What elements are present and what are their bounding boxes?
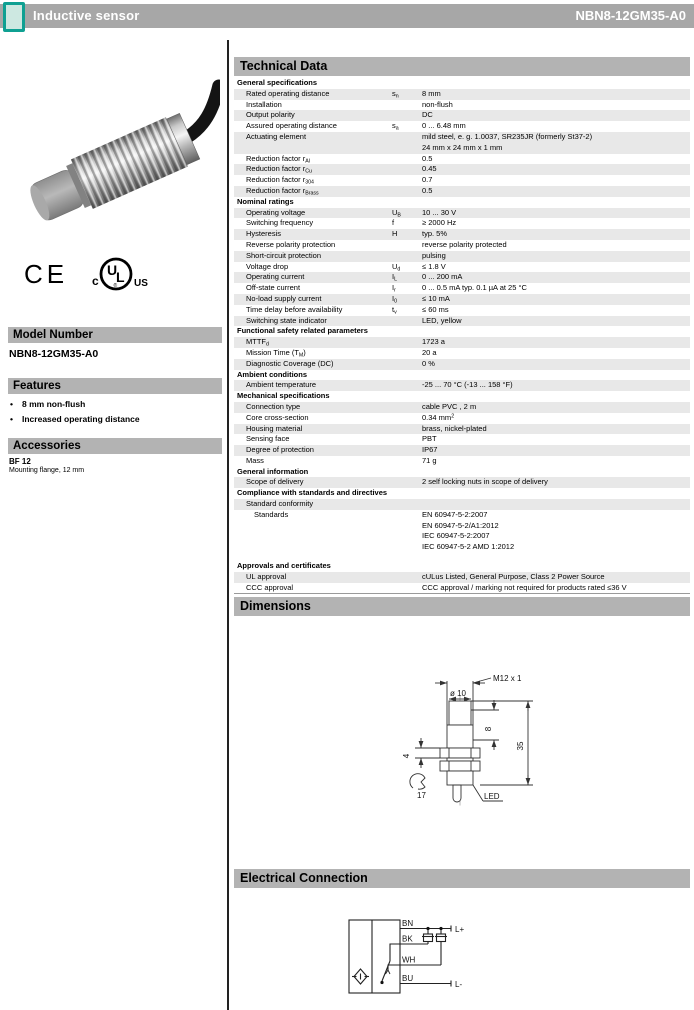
row-symbol [392,251,422,262]
row-label: Operating current [246,272,305,282]
row-value: 8 mm [422,88,441,98]
row-value: non-flush [422,99,453,109]
load-symbols [422,929,447,966]
row-value: -25 ... 70 °C (-13 ... 158 °F) [422,380,513,390]
row-symbol [392,413,422,424]
row-symbol [392,175,422,186]
wire-label-wh: WH [402,955,416,965]
svg-text:US: US [134,278,148,289]
row-value: DC [422,110,433,120]
table-row [234,208,690,219]
row-label: Connection type [246,401,301,411]
table-row [234,251,690,262]
row-value: cable PVC , 2 m [422,401,477,411]
table-row [234,445,690,456]
svg-text:®: ® [113,283,118,289]
accessories-section-header: Accessories [8,438,222,454]
table-row [234,477,690,488]
features-list [10,397,140,427]
wire-label-bn: BN [402,919,414,928]
row-label: Reduction factor $r_{Cu}$ [246,164,312,175]
row-label: Reduction factor $r_{304}$ [246,175,314,186]
table-row [234,499,690,510]
row-symbol [392,402,422,413]
diameter-dim-label: ø 10 [450,689,467,698]
row-label: Standard conformity [246,499,314,509]
row-label: $MTTF_d$ [246,337,269,348]
table-section-title: Approvals and certificates [237,561,331,571]
row-symbol [392,477,422,488]
row-symbol [392,154,422,165]
table-row [234,121,690,132]
row-label: Diagnostic Coverage (DC) [246,358,334,368]
row-label: Off-state current [246,283,301,293]
table-row [234,337,690,348]
column-divider [227,40,229,1010]
row-symbol [392,434,422,445]
technical-data-section-header: Technical Data [234,57,690,76]
row-label: Assured operating distance [246,121,337,131]
table-section-title: Nominal ratings [237,196,294,206]
table-row [234,348,690,359]
table-row [234,272,690,283]
row-label: Switching frequency [246,218,314,228]
wire-label-bk: BK [402,934,413,944]
features-section-header: Features [8,378,222,394]
terminal-label-minus: L- [455,980,463,989]
row-value: ≥ 2000 Hz [422,218,457,228]
table-row [234,510,690,553]
table-section-title: General specifications [237,78,318,87]
svg-text:U: U [107,262,118,278]
row-value: ≤ 60 ms [422,304,449,314]
svg-text:L: L [116,269,125,285]
table-row [234,434,690,445]
row-value: 2 self locking nuts in scope of delivery [422,477,548,487]
table-row [234,175,690,186]
bullet-icon: • [10,399,13,409]
row-value: 10 ... 30 V [422,207,457,217]
sensor-body-outline [349,920,400,993]
table-row [234,305,690,316]
table-row [234,100,690,111]
row-value: 0.7 [422,175,433,185]
row-label: Time delay before availability [246,304,343,314]
table-section-title: Compliance with standards and directives [237,488,388,498]
table-row [234,229,690,240]
table-row [234,89,690,100]
row-value: 1723 a [422,337,445,347]
table-row [234,132,690,154]
length-dim-label: 35 [516,741,525,751]
row-label: Reduction factor $r_{Brass}$ [246,185,319,197]
row-label: Reduction factor $r_{Al}$ [246,153,310,164]
feature-item: • Increased operating distance [10,412,140,427]
row-symbol: $U_B$ [392,207,401,218]
row-symbol [392,100,422,111]
row-value: ≤ 1.8 V [422,261,446,271]
row-symbol [392,110,422,121]
accessory-description: Mounting flange, 12 mm [9,467,85,474]
row-value: 0.5 [422,153,433,163]
table-row [234,110,690,121]
header-bar [0,4,694,28]
table-section-title: Ambient conditions [237,369,307,379]
row-label: Hysteresis [246,229,282,239]
row-label: Actuating element [246,131,307,141]
proximity-sensor-symbol [352,969,369,984]
row-symbol [392,499,422,510]
row-symbol: $I_L$ [392,272,398,283]
svg-text:CE: CE [24,259,69,289]
row-value: reverse polarity protected [422,239,507,249]
table-row [234,154,690,165]
accessory-name: BF 12 [9,457,31,466]
row-value: 0 % [422,358,435,368]
row-symbol [392,240,422,251]
row-label: No-load supply current [246,293,322,303]
row-value: 71 g [422,455,437,465]
dimensions-section-header: Dimensions [234,597,690,616]
model-number-section-header: Model Number [8,327,222,343]
row-symbol [392,164,422,175]
row-label: Housing material [246,423,303,433]
table-row [234,583,690,594]
row-label: Short-circuit protection [246,250,322,260]
row-value: brass, nickel-plated [422,423,487,433]
row-label: Switching state indicator [246,315,327,325]
row-symbol [392,186,422,197]
row-label: Degree of protection [246,445,314,455]
table-row [234,413,690,424]
row-label: Scope of delivery [246,477,304,487]
row-label: UL approval [246,571,287,581]
head-dim-label: 8 [484,726,493,732]
row-symbol [392,359,422,370]
row-value: typ. 5% [422,229,448,239]
row-symbol [392,445,422,456]
row-symbol [392,583,422,594]
row-symbol [392,572,422,583]
row-value: cULus Listed, General Purpose, Class 2 Power Source [422,571,605,581]
row-symbol [392,380,422,391]
row-label: Voltage drop [246,261,289,271]
row-value: IP67 [422,445,438,455]
row-symbol: $s_n$ [392,88,399,100]
row-value: pulsing [422,250,446,260]
row-value: EN 60947-5-2:2007 EN 60947-5-2/A1:2012 IEC 60947-5-2:2007 IEC 60947-5-2 AMD 1:2012 [422,509,515,552]
row-label: Reverse polarity protection [246,239,336,249]
table-row [234,294,690,305]
row-value: PBT [422,434,437,444]
table-row [234,218,690,229]
row-label: Rated operating distance [246,88,330,98]
row-symbol [392,316,422,327]
row-value: 0 ... 200 mA [422,272,463,282]
table-row [234,186,690,197]
wrench-icon [410,774,427,800]
row-label: Standards [254,509,289,519]
table-row [234,402,690,413]
row-symbol: $I_0$ [392,293,398,305]
row-symbol: $U_d$ [392,261,401,272]
feature-item: • 8 mm non-flush [10,397,140,412]
row-label: CCC approval [246,582,294,592]
table-row [234,164,690,175]
row-value: ≤ 10 mA [422,293,450,303]
row-symbol: $I_r$ [392,283,396,294]
model-number-value: NBN8-12GM35-A0 [9,348,99,360]
wrench-size-label: 17 [417,791,426,800]
header-model-number: NBN8-12GM35-A0 [575,8,686,23]
product-photo [8,52,220,252]
row-value [422,499,690,510]
brand-corner-icon [3,2,25,32]
terminal-label-plus: L+ [455,925,465,934]
row-label: Ambient temperature [246,380,317,390]
row-label: Mission Time $(T_M)$ [246,347,306,359]
row-value: 0.34 $mm^2$ [422,412,455,422]
row-value: 20 a [422,347,437,357]
svg-text:c: c [92,274,99,288]
page-title: Inductive sensor [33,8,140,23]
table-row [234,359,690,370]
row-symbol [392,337,422,348]
technical-data-table [234,78,690,594]
thread-dim-label: M12 x 1 [493,674,522,683]
table-row [234,316,690,327]
row-value: CCC approval / marking not required for products rated ≤36 V [422,582,627,592]
row-symbol: $t_v$ [392,304,397,316]
wiring-diagram [338,903,488,998]
table-row [234,572,690,583]
table-section-title: General information [237,466,309,476]
row-label: Output polarity [246,110,295,120]
row-symbol: f [392,218,395,228]
row-symbol [392,510,422,553]
table-row [234,424,690,435]
row-value: 0 ... 0.5 mA typ. 0.1 µA at 25 °C [422,283,527,293]
row-label: Operating voltage [246,207,306,217]
row-value: 0 ... 6.48 mm [422,121,466,131]
row-label: Installation [246,99,282,109]
electrical-connection-section-header: Electrical Connection [234,869,690,888]
table-row [234,283,690,294]
row-value: 0.5 [422,185,433,195]
ce-logo [24,258,72,290]
nut-dim-label: 4 [402,753,411,759]
row-symbol [392,348,422,359]
row-value: LED, yellow [422,315,462,325]
table-row [234,456,690,467]
row-symbol [392,456,422,467]
row-label: Core cross-section [246,412,309,422]
dimension-drawing [395,658,615,810]
row-symbol: $s_a$ [392,121,399,132]
table-row [234,262,690,273]
wire-label-bu: BU [402,974,414,983]
row-symbol [392,424,422,435]
row-label: Sensing face [246,434,290,444]
table-row [234,380,690,391]
table-row [234,240,690,251]
row-label: Mass [246,455,264,465]
row-value: 0.45 [422,164,437,174]
table-section-title: Mechanical specifications [237,391,330,401]
row-symbol [392,132,422,154]
row-value: mild steel, e. g. 1.0037, SR235JR (formerly St37-2) 24 mm x 24 mm x 1 mm [422,131,593,152]
row-symbol: H [392,229,398,239]
bullet-icon: • [10,414,13,424]
led-label: LED [484,792,500,801]
table-section-title: Functional safety related parameters [237,326,368,336]
ul-logo [84,253,152,299]
